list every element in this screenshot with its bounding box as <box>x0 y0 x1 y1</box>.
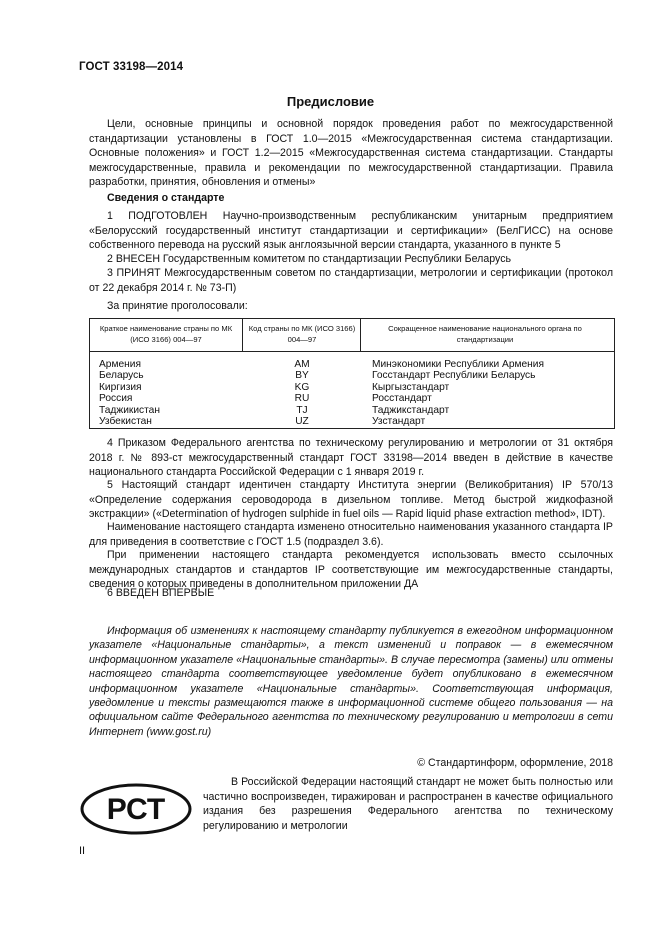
copyright-line: © Стандартинформ, оформление, 2018 <box>417 757 613 769</box>
page-number: II <box>79 845 86 857</box>
document-code: ГОСТ 33198—2014 <box>79 61 184 73</box>
table-cell-country: Киргизия <box>99 381 142 393</box>
table-cell-code: TJ <box>296 404 308 416</box>
logo-text: РСТ <box>106 793 166 826</box>
changes-info-block: Информация об изменениях к настоящему стандарту публикуется в ежегодном информационном указателе «Национальные стандарты», а текст изменений и поправок — в ежемесячном информационном указателе «Национальные стандарты». В случае пересмотра (замены) или отмены настоящего стандарта соответствующее уведомление будет опубликовано в ежемесячном информационном указателе «Национальные стандарты». Соответствующая информация, уведомление и тексты размещаются также в информационной системе общего пользования — на официальном сайте Федерального агентства по техническому регулированию и метрологии в сети Интернет (www.gost.ru) <box>89 625 613 738</box>
table-cell-code: KG <box>294 381 310 393</box>
table-cell-body: Таджикстандарт <box>372 404 450 416</box>
table-cell-body: Минэкономики Республики Армения <box>372 359 544 370</box>
table-cell-code: RU <box>294 393 310 405</box>
reproduction-notice: В Российской Федерации настоящий стандарт не может быть полностью или частично воспроизведен, тиражирован и распространен в качестве официального издания без разрешения Федерального агентства по техническому регулированию и метрологии <box>203 776 613 832</box>
table-cell-code: UZ <box>295 415 309 427</box>
intro-paragraph: Цели, основные принципы и основной порядок проведения работ по межгосударственной стандартизации установлены в ГОСТ 1.0—2015 «Межгосударственная система стандартизации. Основные положения» и ГОСТ 1.2—2015 «Межгосударственная система стандартизации. Стандарты межгосударственные, правила и рекомендации по межгосударственной стандартизации. Правила разработки, принятия, обновления и отмены» <box>89 118 613 189</box>
info-heading: Сведения о стандарте <box>107 192 225 204</box>
table-cell-body: Госстандарт Республики Беларусь <box>372 370 536 382</box>
item-6: 6 ВВЕДЕН ВПЕРВЫЕ <box>107 587 215 599</box>
voted-label: За принятие проголосовали: <box>107 300 248 312</box>
table-cell-country: Таджикистан <box>99 404 160 416</box>
table-cell-country: Россия <box>99 393 133 405</box>
table-divider <box>242 319 243 351</box>
item-5-refs-note: При применении настоящего стандарта рекомендуется использовать вместо ссылочных международных стандартов и стандартов IP соответствующие им межгосударственные стандарты, сведения о которых приведены в дополнительном приложении ДА <box>89 549 613 591</box>
table-header-country: Краткое наименование страны по МК (ИСО 3166) 004—97 <box>99 324 233 344</box>
table-cell-country: Армения <box>99 359 141 370</box>
code-column <box>248 359 356 427</box>
table-header-body: Сокращенное наименование национального органа по стандартизации <box>388 324 582 344</box>
item-3: 3 ПРИНЯТ Межгосударственным советом по стандартизации, метрологии и сертификации (протокол от 22 декабря 2014 г. № 73-П) <box>89 267 613 294</box>
body-column <box>372 359 544 427</box>
table-cell-body: Кыргызстандарт <box>372 381 450 393</box>
item-5: 5 Настоящий стандарт идентичен стандарту Института энергии (Великобритания) IP 570/13 «Определение содержания сероводорода в дизельном топливе. Метод быстрой жидкофазной экстракции» («Determination of hydrogen sulphide in fuel oils — Rapid liquid phase extraction method», IDT). <box>89 479 613 521</box>
table-cell-code: BY <box>295 370 309 382</box>
item-2: 2 ВНЕСЕН Государственным комитетом по стандартизации Республики Беларусь <box>107 253 512 265</box>
item-5-name-note: Наименование настоящего стандарта изменено относительно наименования указанного стандарта IP для приведения в соответствие с ГОСТ 1.5 (подраздел 3.6). <box>89 521 613 548</box>
item-1: 1 ПОДГОТОВЛЕН Научно-производственным республиканским унитарным предприятием «Белорусский государственный институт стандартизации и сертификации» (БелГИСС) на основе собственного перевода на русский язык англоязычной версии стандарта, указанного в пункте 5 <box>89 210 613 252</box>
table-cell-body: Узстандарт <box>372 415 426 427</box>
table-header-rule <box>90 351 614 352</box>
voting-table <box>89 318 615 429</box>
pct-certification-mark-icon <box>80 783 192 838</box>
table-cell-country: Узбекистан <box>99 415 152 427</box>
table-cell-code: AM <box>294 359 310 370</box>
item-4: 4 Приказом Федерального агентства по техническому регулированию и метрологии от 31 октября 2018 г. № 893-ст межгосударственный стандарт ГОСТ 33198—2014 введен в действие в качестве национального стандарта Российской Федерации с 1 января 2019 г. <box>89 437 613 479</box>
table-divider <box>360 319 361 351</box>
table-header-code: Код страны по МК (ИСО 3166) 004—97 <box>248 324 356 344</box>
table-cell-country: Беларусь <box>99 370 144 382</box>
table-cell-body: Росстандарт <box>372 393 432 405</box>
page-title: Предисловие <box>286 94 375 109</box>
country-column <box>99 359 160 427</box>
